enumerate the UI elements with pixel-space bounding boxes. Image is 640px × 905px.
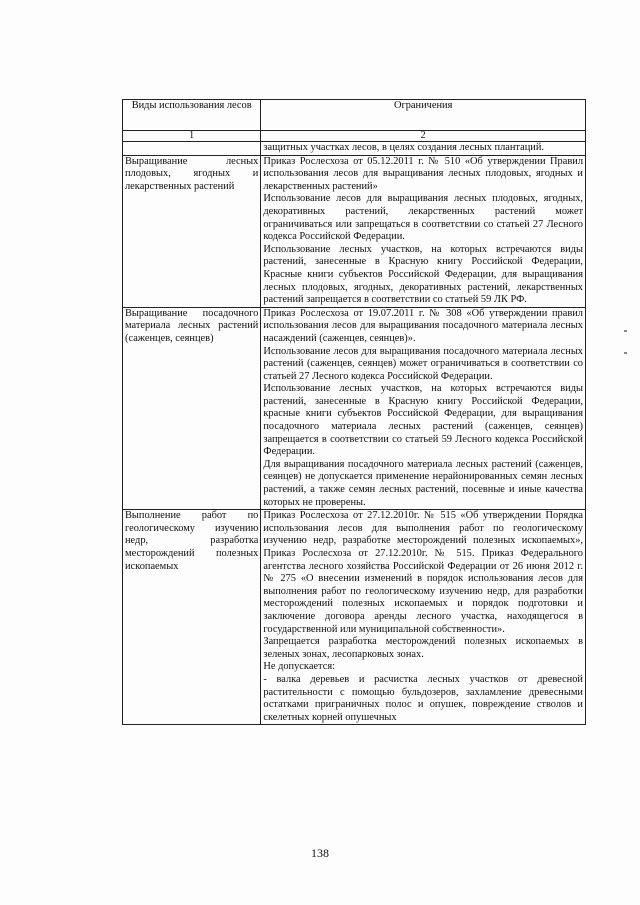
header-restrictions: Ограничения: [261, 100, 586, 131]
forest-use-type-cell: Выполнение работ по геологическому изучению недр, разработка месторождений полезных ископаемых: [123, 510, 261, 725]
restriction-paragraph: Использование лесов для выращивания лесных плодовых, ягодных, декоративных растений, лекарственных растений может ограничиваться или запрещаться в соответствии со статьей 27 Лесного кодекса Российской Федерации.: [263, 193, 583, 243]
page-number: 138: [311, 846, 329, 860]
table-row: [123, 142, 586, 156]
restrictions-cell: [261, 142, 586, 156]
restriction-paragraph: Приказ Рослесхоза от 05.12.2011 г. № 510 «Об утверждении Правил использования лесов для выращивания лесных плодовых, ягодных и лекарственных растений»: [263, 155, 583, 192]
restriction-paragraph: - валка деревьев и расчистка лесных участков от древесной растительности с помощью бульдозеров, захламление древесными остатками приграничных полос и опушек, повреждение стволов и скелетных корней опушечных: [263, 673, 583, 723]
restriction-paragraph: Использование лесов для выращивания посадочного материала лесных растений (саженцев, сеянцев) может ограничиваться в соответствии со статьей 27 Лесного кодекса Российской Федерации.: [263, 345, 583, 382]
restriction-paragraph: Не допускается:: [263, 661, 335, 673]
scan-edge-mark: [624, 330, 627, 332]
forest-use-type-cell: [123, 142, 261, 156]
restrictions-table: [122, 99, 586, 725]
column-number-1: 1: [123, 131, 261, 142]
restriction-paragraph: Использование лесных участков, на которых встречаются виды растений, занесенные в Красную книгу Российской Федерации, Красные книги субъектов Российской Федерации, для выращивания лесных плодовых, ягодных, декоративных растений, лекарственных растений запрещается в соответствии со статьей 59 ЛК РФ.: [263, 243, 583, 306]
table-row: [123, 510, 586, 725]
restriction-paragraph: Запрещается разработка месторождений полезных ископаемых в зеленых зонах, лесопарковых зонах.: [263, 636, 583, 660]
restrictions-cell: [261, 307, 586, 510]
scan-edge-mark: [624, 352, 627, 354]
restriction-paragraph: защитных участках лесов, в целях создания лесных плантаций.: [263, 142, 544, 153]
header-forest-use-types: Виды использования лесов: [123, 100, 261, 131]
table-row: [123, 307, 586, 510]
table-row: [123, 155, 586, 307]
column-numbering-row: [123, 131, 586, 142]
restriction-paragraph: Приказ Рослесхоза от 19.07.2011 г. № 308 «Об утверждении правил использования лесов для выращивания посадочного материала лесных насаждений (саженцев, сеянцев)».: [263, 307, 583, 344]
restrictions-cell: [261, 510, 586, 725]
table-header-row: [123, 100, 586, 131]
restriction-paragraph: Приказ Рослесхоза от 27.12.2010г. № 515 «Об утверждении Порядка использования лесов для выполнения работ по геологическому изучению недр, разработке месторождений полезных ископаемых», Приказ Рослесхоза от 27.12.2010г. № 515. Приказ Федерального агентства лесного хозяйства Российской Федерации от 26 июня 2012 г. № 275 «О внесении изменений в порядок использования лесов для выполнения работ по геологическому изучению недр, для разработки месторождений полезных ископаемых и порядок подготовки и заключение договора аренды лесного участка, находящегося в государственной или муниципальной собственности».: [263, 510, 583, 635]
restriction-paragraph: Использование лесных участков, на которых встречаются виды растений, занесенные в Красную книгу Российской Федерации, красные книги субъектов Российской Федерации, для выращивания посадочного материала лесных растений (саженцев, сеянцев) запрещается в соответствии со статьей 59 Лесного кодекса Российской Федерации.: [263, 383, 583, 458]
restriction-paragraph: Для выращивания посадочного материала лесных растений (саженцев, сеянцев) не допускается применение нерайонированных семян лесных растений, а также семян лесных растений, посевные и иные качества которых не проверены.: [263, 458, 583, 508]
forest-use-type-cell: Выращивание посадочного материала лесных растений (саженцев, сеянцев): [123, 307, 261, 510]
column-number-2: 2: [261, 131, 586, 142]
forest-use-type-cell: Выращивание лесных плодовых, ягодных и лекарственных растений: [123, 155, 261, 307]
restrictions-cell: [261, 155, 586, 307]
